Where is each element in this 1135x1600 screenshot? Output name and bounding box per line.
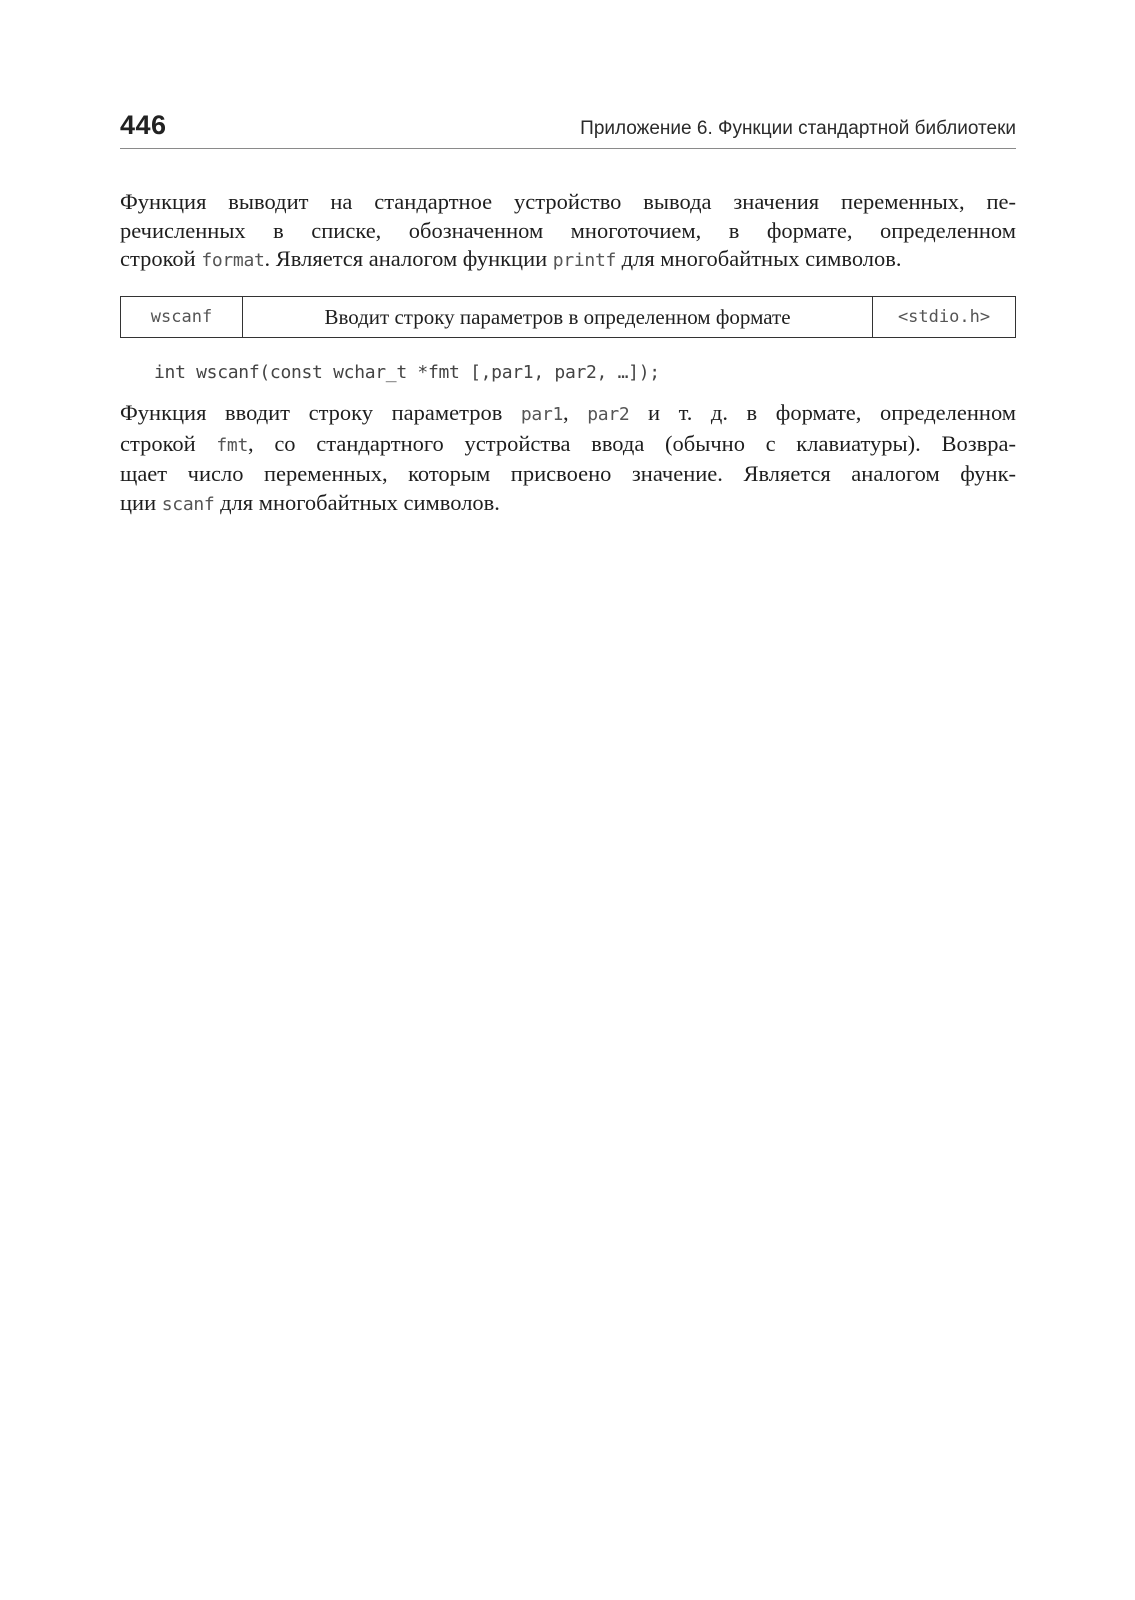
inline-code-scanf: scanf: [161, 493, 215, 515]
paragraph-line: Функция выводит на стандартное устройство вывода значения переменных, пе-: [120, 189, 1016, 214]
inline-code-par2: par2: [587, 404, 630, 425]
paragraph-line: [120, 489, 1016, 520]
paragraph-wscanf-description: [120, 399, 1016, 519]
paragraph-line: щает число переменных, которым присвоено значение. Является аналогом функ-: [120, 461, 1016, 486]
running-head: Приложение 6. Функции стандартной библиотеки: [580, 118, 1016, 139]
text-run: ции: [120, 489, 162, 515]
text-run: и т. д. в формате, определенном: [629, 400, 1017, 425]
text-run: строкой: [120, 430, 217, 456]
header-file-cell: <stdio.h>: [897, 307, 991, 327]
function-name-cell: wscanf: [121, 297, 243, 337]
paragraph-line: [120, 399, 1016, 430]
text-run: для многобайтных символов.: [616, 246, 902, 271]
paragraph-line: речисленных в списке, обозначенном многоточием, в формате, определенном: [120, 217, 1016, 243]
page-header: [120, 108, 1016, 149]
paragraph-line: [120, 245, 1016, 276]
text-run: , со стандартного устройства ввода (обычно с клавиатуры). Возвра-: [248, 430, 1016, 456]
inline-code-format: format: [201, 250, 265, 271]
text-run: Функция вводит строку параметров: [120, 400, 521, 425]
inline-code-printf: printf: [552, 250, 617, 271]
text-run: ,: [563, 400, 588, 425]
text-run: . Является аналогом функции: [264, 246, 553, 271]
paragraph-wprintf-description: [120, 188, 1016, 276]
inline-code-par1: par1: [520, 404, 564, 425]
text-run: для многобайтных символов.: [214, 489, 500, 515]
function-prototype: int wscanf(const wchar_t *fmt [,par1, par2, …]);: [154, 362, 660, 383]
function-summary-table: [120, 296, 1016, 338]
paragraph-line: [120, 430, 1016, 461]
inline-code-fmt: fmt: [216, 434, 248, 456]
page-number: 446: [120, 110, 167, 140]
function-description-cell: Вводит строку параметров в определенном формате: [243, 297, 873, 337]
text-run: строкой: [120, 246, 202, 271]
